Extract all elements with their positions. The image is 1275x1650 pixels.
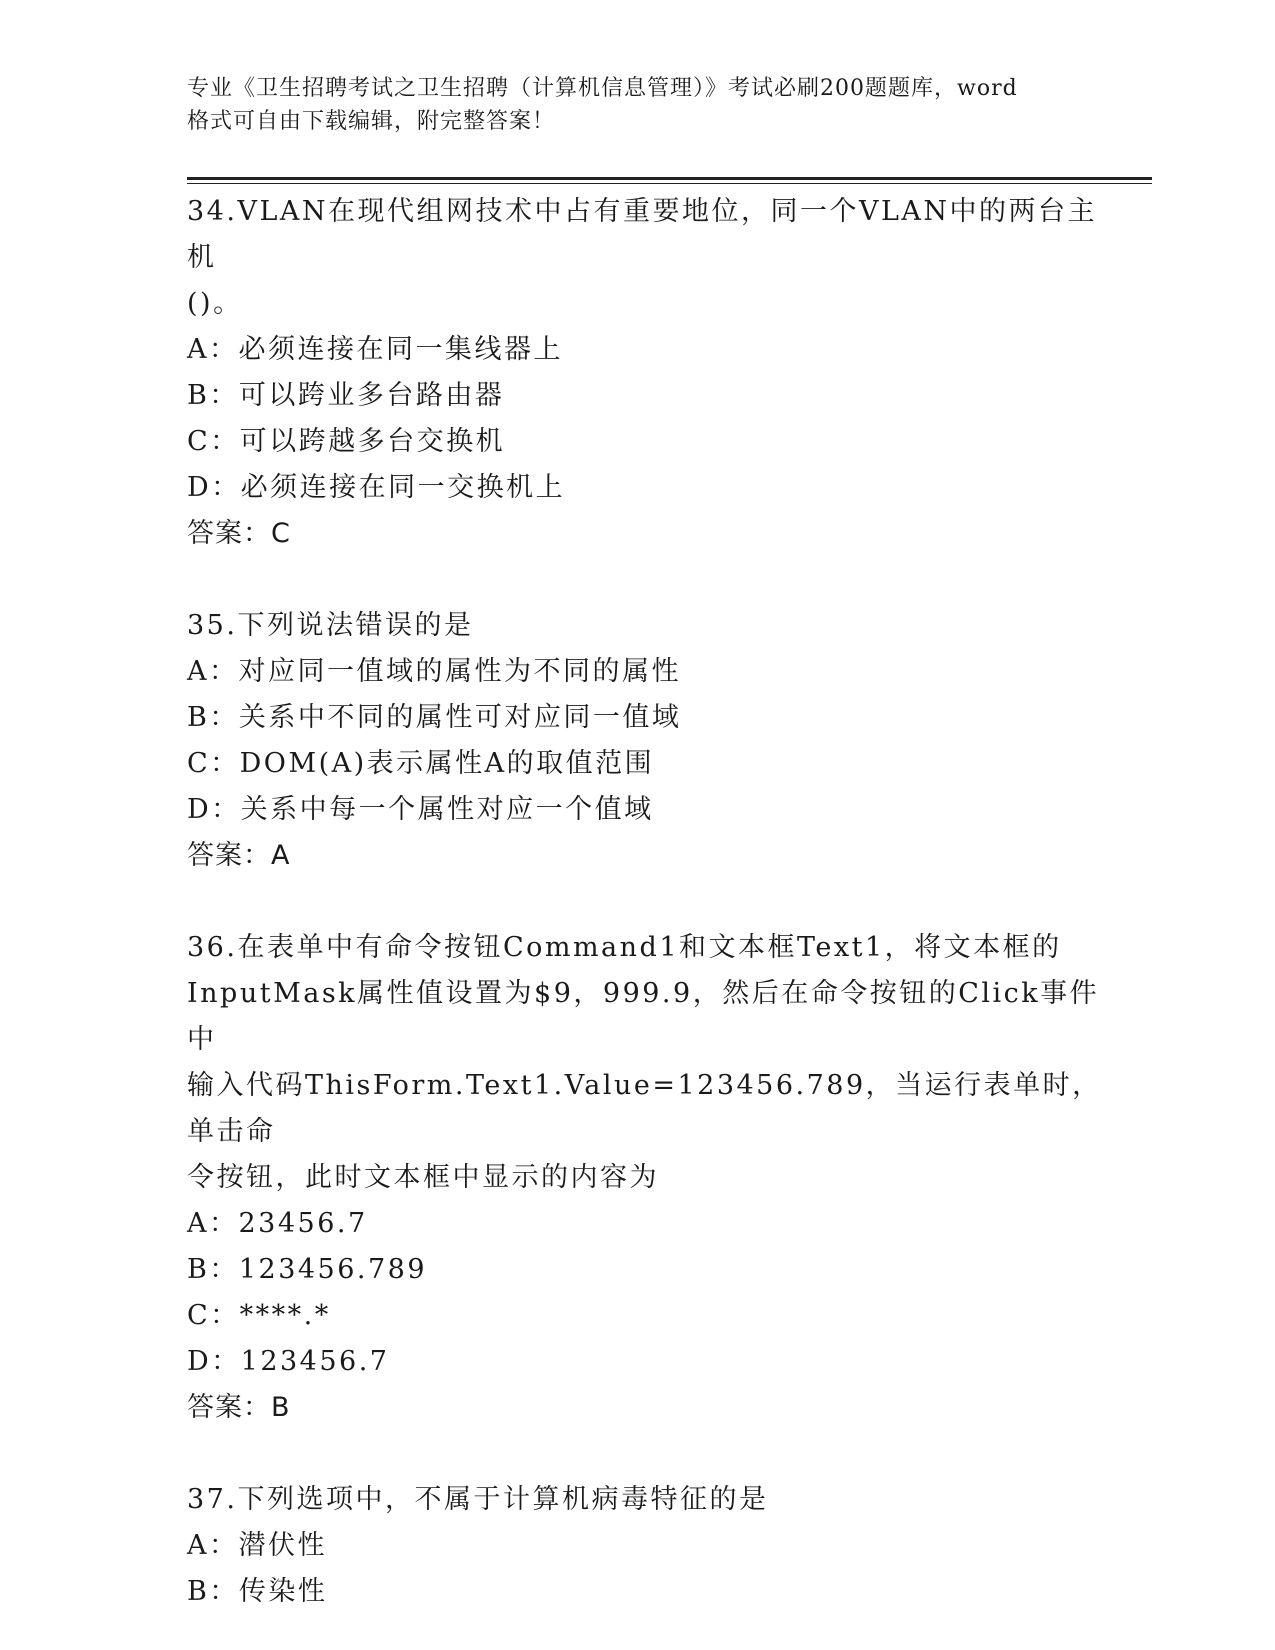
header-line-2: 格式可自由下载编辑，附完整答案！ <box>187 109 556 134</box>
question-stem-line: ()。 <box>187 288 243 319</box>
question-stem-line: 37.下列选项中，不属于计算机病毒特征的是 <box>187 1484 769 1515</box>
document-header <box>187 72 1087 138</box>
header-line-1: 专业《卫生招聘考试之卫生招聘（计算机信息管理）》考试必刷200题题库，word <box>187 76 1018 101</box>
question-36 <box>187 925 1107 1431</box>
answer-line: 答案：A <box>187 840 291 871</box>
answer-line: 答案：B <box>187 1392 291 1423</box>
question-stem-line: 36.在表单中有命令按钮Command1和文本框Text1，将文本框的 <box>187 932 1062 963</box>
question-stem <box>187 603 1107 649</box>
option-b: B：关系中不同的属性可对应同一值域 <box>187 702 682 733</box>
option-c: C：可以跨越多台交换机 <box>187 426 506 457</box>
option-a: A：必须连接在同一集线器上 <box>187 334 563 365</box>
option-b: B：传染性 <box>187 1576 328 1607</box>
question-37 <box>187 1477 1107 1615</box>
option-c: C：****.* <box>187 1300 331 1331</box>
option-b: B：123456.789 <box>187 1254 428 1285</box>
option-d: D：必须连接在同一交换机上 <box>187 472 566 503</box>
option-a: A：对应同一值域的属性为不同的属性 <box>187 656 681 687</box>
header-divider-thick <box>187 177 1152 180</box>
question-stem-line: 输入代码ThisForm.Text1.Value=123456.789，当运行表单时，单击命 <box>187 1070 1102 1147</box>
option-c: C：DOM(A)表示属性A的取值范围 <box>187 748 655 779</box>
question-stem-line: 35.下列说法错误的是 <box>187 610 474 641</box>
question-stem-line: 34.VLAN在现代组网技术中占有重要地位，同一个VLAN中的两台主机 <box>187 196 1098 273</box>
option-d: D：123456.7 <box>187 1346 390 1377</box>
option-a: A：23456.7 <box>187 1208 368 1239</box>
question-stem <box>187 1477 1107 1523</box>
option-a: A：潜伏性 <box>187 1530 327 1561</box>
question-stem-line: InputMask属性值设置为$9，999.9，然后在命令按钮的Click事件中 <box>187 978 1100 1055</box>
header-divider-thin <box>187 183 1152 184</box>
question-stem <box>187 925 1107 1201</box>
option-d: D：关系中每一个属性对应一个值域 <box>187 794 654 825</box>
answer-line: 答案：C <box>187 518 291 549</box>
question-stem <box>187 189 1107 327</box>
question-35 <box>187 603 1107 879</box>
option-b: B：可以跨业多台路由器 <box>187 380 505 411</box>
question-34 <box>187 189 1107 557</box>
question-stem-line: 令按钮，此时文本框中显示的内容为 <box>187 1162 659 1193</box>
question-list <box>187 189 1107 1615</box>
